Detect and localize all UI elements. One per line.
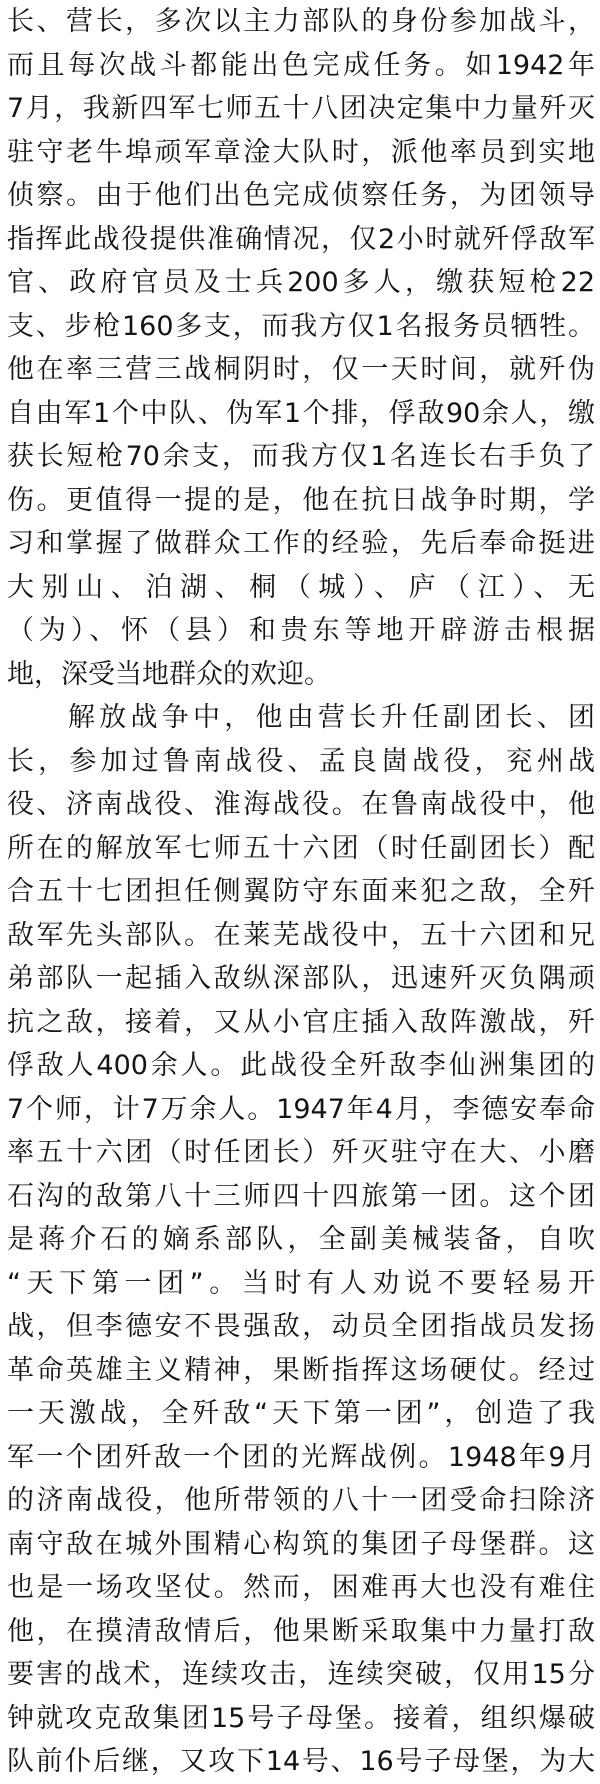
paragraph-1-line: 驻守老牛埠顽军章淦大队时，派他率员到实地 xyxy=(7,136,595,168)
paragraph-2-line: 俘敌人400余人。此战役全歼敌李仙洲集团的 xyxy=(7,1050,595,1082)
paragraph-2-line: 队前仆后继，又攻下14号、16号子母堡，为大 xyxy=(7,1746,595,1778)
paragraph-1-line: 他在率三营三战桐阴时，仅一天时间，就歼伪 xyxy=(7,354,595,386)
paragraph-1-line: 侦察。由于他们出色完成侦察任务，为团领导 xyxy=(7,180,595,212)
paragraph-1-line: 获长短枪70余支，而我方仅1名连长右手负了 xyxy=(7,441,595,473)
paragraph-1-line: 7月，我新四军七师五十八团决定集中力量歼灭 xyxy=(7,93,595,125)
paragraph-2-line: 战，但李德安不畏强敌，动员全团指战员发扬 xyxy=(7,1311,595,1343)
paragraph-1-line: 地，深受当地群众的欢迎。 xyxy=(7,658,331,690)
paragraph-1-line: 支、步枪160多支，而我方仅1名报务员牺牲。 xyxy=(7,310,595,342)
paragraph-2-line: 是蒋介石的嫡系部队，全副美械装备，自吹 xyxy=(7,1224,595,1256)
paragraph-1-line: （为）、怀（县）和贵东等地开辟游击根据 xyxy=(7,615,595,647)
paragraph-2-line: 南守敌在城外围精心构筑的集团子母堡群。这 xyxy=(7,1528,595,1560)
paragraph-2-line: 抗之敌，接着，又从小官庄插入敌阵激战，歼 xyxy=(7,1006,595,1038)
paragraph-2-line: 要害的战术，连续攻击，连续突破，仅用15分 xyxy=(7,1659,595,1691)
paragraph-1-line: 长、营长，多次以主力部队的身份参加战斗， xyxy=(7,6,595,37)
paragraph-2-line: 弟部队一起插入敌纵深部队，迅速歼灭负隅顽 xyxy=(7,963,595,995)
paragraph-1-line: 伤。更值得一提的是，他在抗日战争时期，学 xyxy=(7,484,595,516)
paragraph-1-line: 而且每次战斗都能出色完成任务。如1942年 xyxy=(7,49,595,81)
paragraph-2-line: 率五十六团（时任团长）歼灭驻守在大、小磨 xyxy=(7,1137,595,1169)
paragraph-1-line: 习和掌握了做群众工作的经验，先后奉命挺进 xyxy=(7,528,595,560)
paragraph-2-line: 革命英雄主义精神，果断指挥这场硬仗。经过 xyxy=(7,1354,595,1386)
paragraph-2-line: 合五十七团担任侧翼防守东面来犯之敌，全歼 xyxy=(7,876,595,908)
paragraph-1-line: 大别山、泊湖、桐（城）、庐（江）、无 xyxy=(7,571,595,603)
paragraph-1-line: 指挥此战役提供准确情况，仅2小时就歼俘敌军 xyxy=(7,223,595,255)
paragraph-2-line: 也是一场攻坚仗。然而，困难再大也没有难住 xyxy=(7,1572,595,1604)
paragraph-2-line: 的济南战役，他所带领的八十一团受命扫除济 xyxy=(7,1485,595,1517)
paragraph-2-line: 一天激战，全歼敌“天下第一团”，创造了我 xyxy=(7,1398,595,1430)
paragraph-2-line: 役、济南战役、淮海战役。在鲁南战役中，他 xyxy=(7,789,595,821)
paragraph-2-line: 钟就攻克敌集团15号子母堡。接着，组织爆破 xyxy=(7,1702,595,1734)
paragraph-2-line: 所在的解放军七师五十六团（时任副团长）配 xyxy=(7,832,595,864)
paragraph-2-line: 敌军先头部队。在莱芜战役中，五十六团和兄 xyxy=(7,919,595,951)
paragraph-2-line: 石沟的敌第八十三师四十四旅第一团。这个团 xyxy=(7,1180,595,1212)
paragraph-2-line: 长，参加过鲁南战役、孟良崮战役，兖州战 xyxy=(7,745,595,777)
paragraph-2-line: 军一个团歼敌一个团的光辉战例。1948年9月 xyxy=(7,1441,595,1473)
paragraph-1-line: 官、政府官员及士兵200多人，缴获短枪22 xyxy=(7,267,595,299)
paragraph-2-line: 解放战争中，他由营长升任副团长、团 xyxy=(68,702,595,734)
paragraph-2-line: 7个师，计7万余人。1947年4月，李德安奉命 xyxy=(7,1093,595,1125)
paragraph-2-line: 他，在摸清敌情后，他果断采取集中力量打敌 xyxy=(7,1615,595,1647)
paragraph-1-line: 自由军1个中队、伪军1个排，俘敌90余人，缴 xyxy=(7,397,595,429)
paragraph-2-line: “天下第一团”。当时有人劝说不要轻易开 xyxy=(7,1267,595,1299)
